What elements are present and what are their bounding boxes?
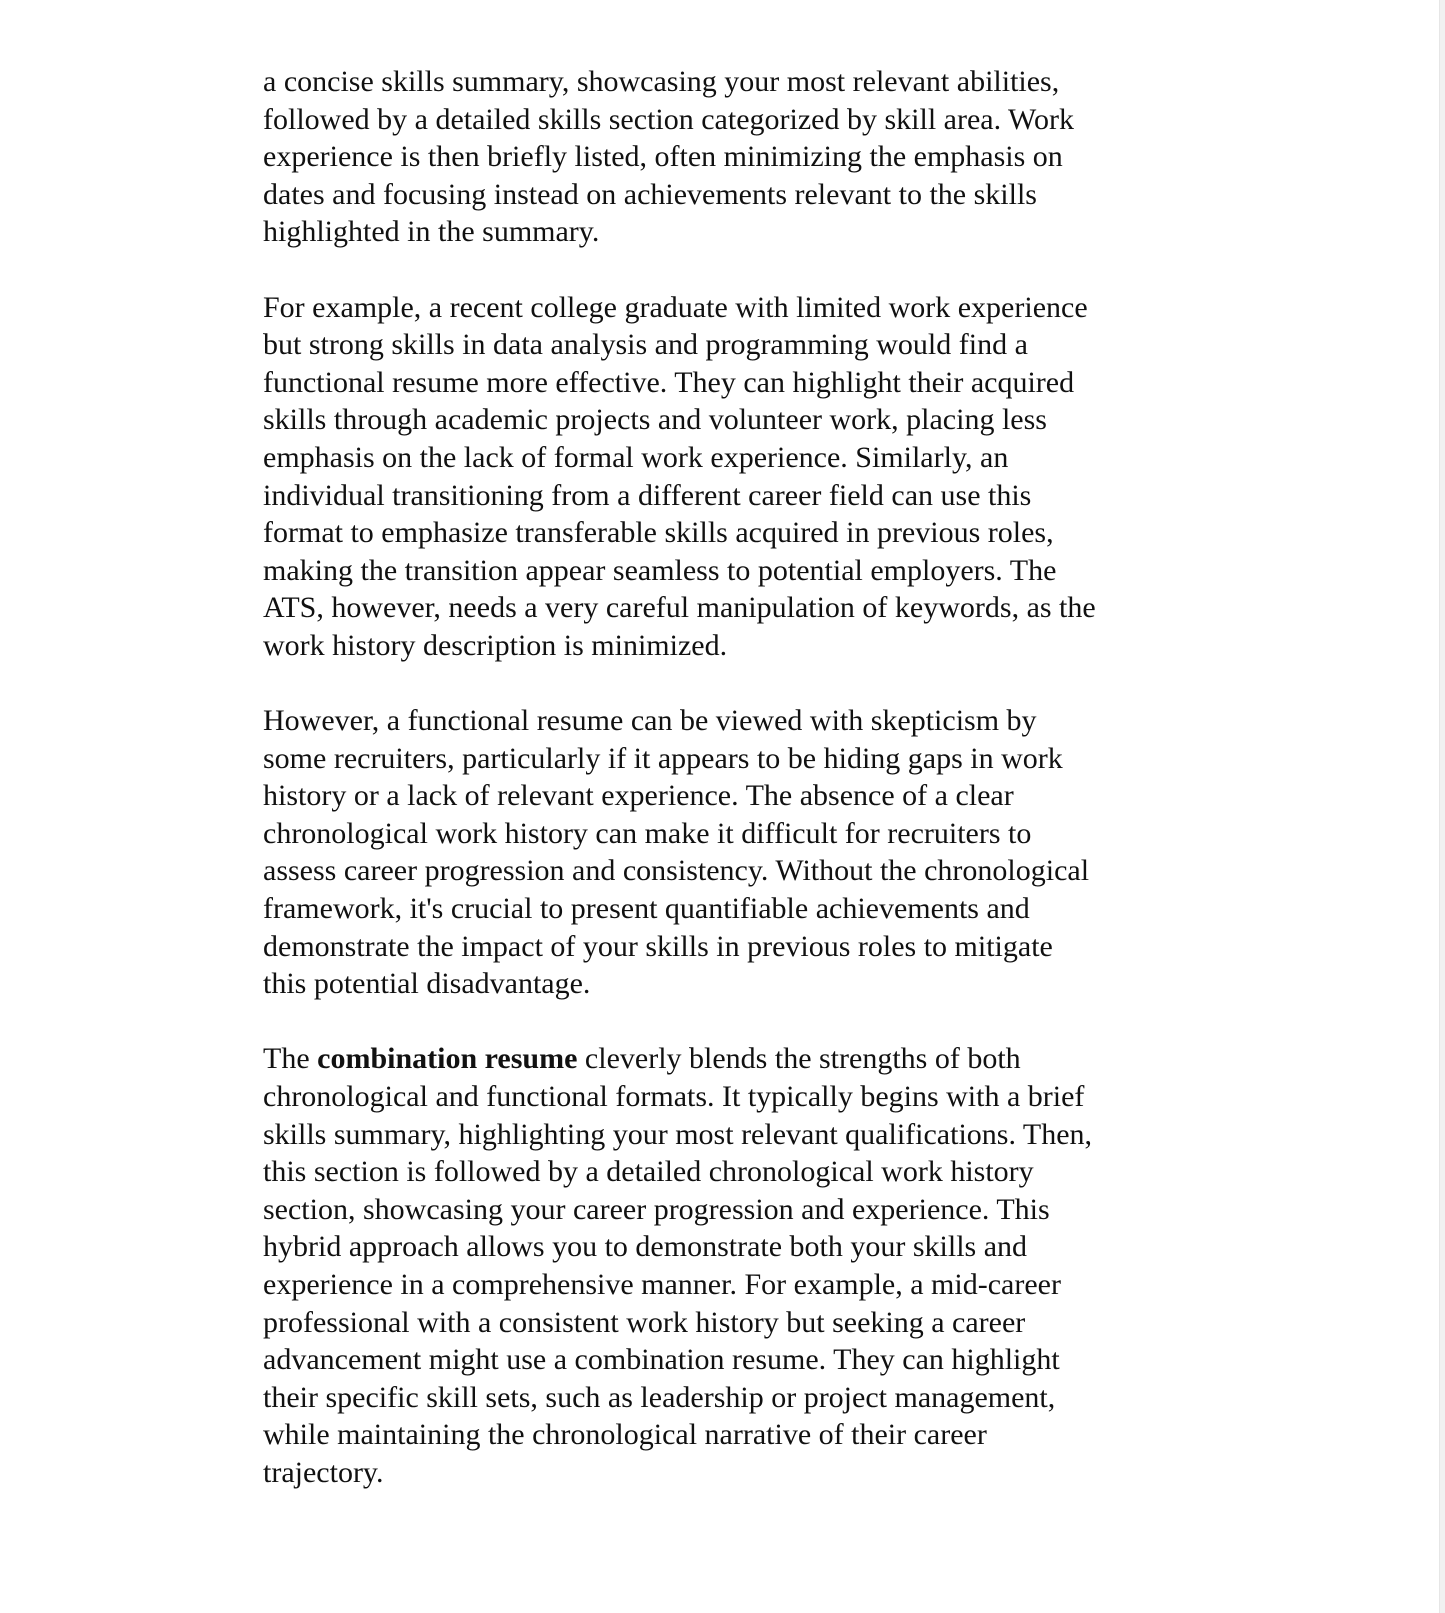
vertical-scrollbar[interactable] [1439, 0, 1445, 1613]
text-line: dates and focusing instead on achievements relevant to the skills [263, 177, 1037, 211]
text-line: framework, it's crucial to present quantifiable achievements and [263, 892, 1030, 926]
paragraph-functional-resume-example [263, 289, 1263, 665]
text-line: functional resume more effective. They can highlight their acquired [263, 365, 1075, 399]
text-line: their specific skill sets, such as leadership or project management, [263, 1380, 1056, 1414]
text-line: but strong skills in data analysis and programming would find a [263, 328, 1028, 362]
text-line [263, 1040, 1263, 1078]
text-line: this potential disadvantage. [263, 967, 591, 1001]
text-line: this section is followed by a detailed chronological work history [263, 1155, 1034, 1189]
text-line: skills through academic projects and volunteer work, placing less [263, 403, 1047, 437]
text-line: demonstrate the impact of your skills in previous roles to mitigate [263, 929, 1053, 963]
paragraph-functional-resume-structure [263, 63, 1263, 251]
document-page [263, 63, 1263, 1529]
text-line: trajectory. [263, 1455, 384, 1489]
text-line: skills summary, highlighting your most relevant qualifications. Then, [263, 1117, 1093, 1151]
text-line: experience in a comprehensive manner. For example, a mid-career [263, 1268, 1061, 1301]
text-run: cleverly blends the strengths of both [577, 1042, 1021, 1076]
text-line: followed by a detailed skills section categorized by skill area. Work [263, 102, 1074, 136]
paragraph-functional-resume-skepticism [263, 702, 1263, 1003]
text-line: work history description is minimized. [263, 628, 728, 662]
text-run: The [263, 1042, 318, 1076]
text-line: format to emphasize transferable skills acquired in previous roles, [263, 516, 1054, 550]
text-line: section, showcasing your career progression and experience. This [263, 1192, 1050, 1226]
text-line: emphasis on the lack of formal work experience. Similarly, an [263, 440, 1009, 474]
paragraph-combination-resume [263, 1040, 1263, 1491]
text-line: chronological work history can make it difficult for recruiters to [263, 816, 1032, 850]
text-line: history or a lack of relevant experience. The absence of a clear [263, 779, 1014, 813]
text-line: a concise skills summary, showcasing your most relevant abilities, [263, 65, 1060, 98]
text-line: assess career progression and consistency. Without the chronological [263, 854, 1090, 888]
text-line: some recruiters, particularly if it appears to be hiding gaps in work [263, 741, 1063, 775]
text-line: making the transition appear seamless to potential employers. The [263, 553, 1057, 587]
text-line: For example, a recent college graduate with limited work experience [263, 290, 1088, 324]
text-line: experience is then briefly listed, often minimizing the emphasis on [263, 140, 1063, 174]
text-line: chronological and functional formats. It typically begins with a brief [263, 1080, 1085, 1114]
text-line: professional with a consistent work history but seeking a career [263, 1305, 1026, 1339]
text-line: while maintaining the chronological narrative of their career [263, 1418, 987, 1452]
text-line: highlighted in the summary. [263, 215, 600, 249]
text-line: hybrid approach allows you to demonstrate both your skills and [263, 1230, 1028, 1264]
text-line: individual transitioning from a different career field can use this [263, 478, 1032, 512]
text-line: advancement might use a combination resume. They can highlight [263, 1343, 1060, 1377]
bold-term-combination-resume: combination resume [317, 1042, 578, 1076]
text-line: However, a functional resume can be viewed with skepticism by [263, 704, 1037, 738]
text-line: ATS, however, needs a very careful manipulation of keywords, as the [263, 591, 1096, 625]
